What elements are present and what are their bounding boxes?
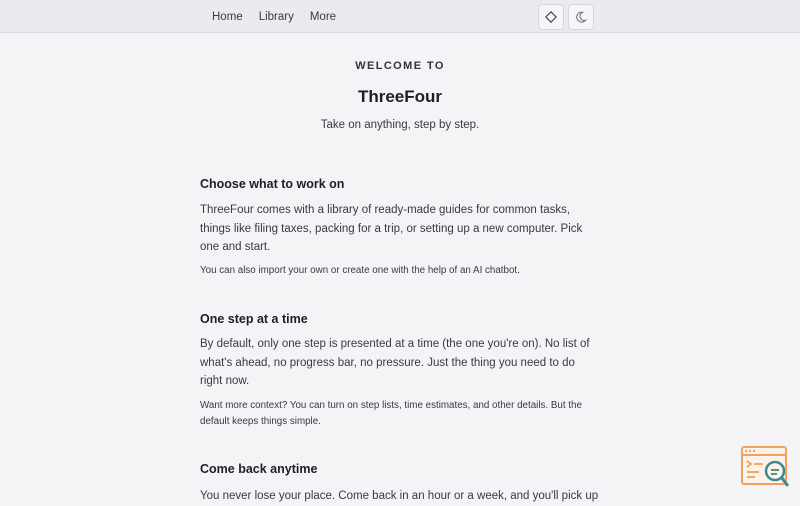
top-bar	[0, 0, 800, 33]
nav-home[interactable]: Home	[212, 10, 243, 23]
section-heading: One step at a time	[200, 312, 308, 326]
section-one-step-note-wrap	[200, 398, 600, 430]
floating-helper-button[interactable]	[741, 446, 791, 490]
section-body: You never lose your place. Come back in an hour or a week, and you'll pick up	[200, 490, 599, 502]
section-note: Want more context? You can turn on step lists, time estimates, and other details. But the default keeps things simple.	[200, 400, 582, 427]
section-choose-body-wrap	[200, 201, 600, 257]
diamond-icon	[545, 11, 557, 23]
section-heading: Choose what to work on	[200, 177, 345, 191]
page-title: ThreeFour	[357, 87, 443, 106]
moon-icon	[575, 11, 587, 23]
section-heading: Come back anytime	[200, 462, 318, 476]
tagline: Take on anything, step by step.	[320, 119, 480, 131]
section-body: By default, only one step is presented at a time (the one you're on). No list of what's ahead, no progress bar, no pressure. Just the thing you need to do right now.	[200, 338, 590, 387]
welcome-eyebrow: WELCOME TO	[355, 60, 445, 72]
section-come-back	[200, 462, 600, 476]
section-one-step	[200, 312, 600, 326]
main-nav	[204, 0, 344, 33]
section-come-back-body-wrap	[200, 487, 600, 506]
section-one-step-body-wrap	[200, 335, 600, 391]
theme-toggle-button[interactable]	[538, 4, 564, 30]
dark-mode-button[interactable]	[568, 4, 594, 30]
section-note: You can also import your own or create one with the help of an AI chatbot.	[200, 265, 520, 276]
nav-more[interactable]: More	[309, 10, 337, 23]
section-choose-note-wrap	[200, 263, 600, 279]
nav-library[interactable]: Library	[258, 10, 294, 23]
section-body: ThreeFour comes with a library of ready-made guides for common tasks, things like filing taxes, packing for a trip, or setting up a new computer. Pick one and start.	[200, 204, 583, 253]
window-search-icon	[741, 446, 791, 490]
